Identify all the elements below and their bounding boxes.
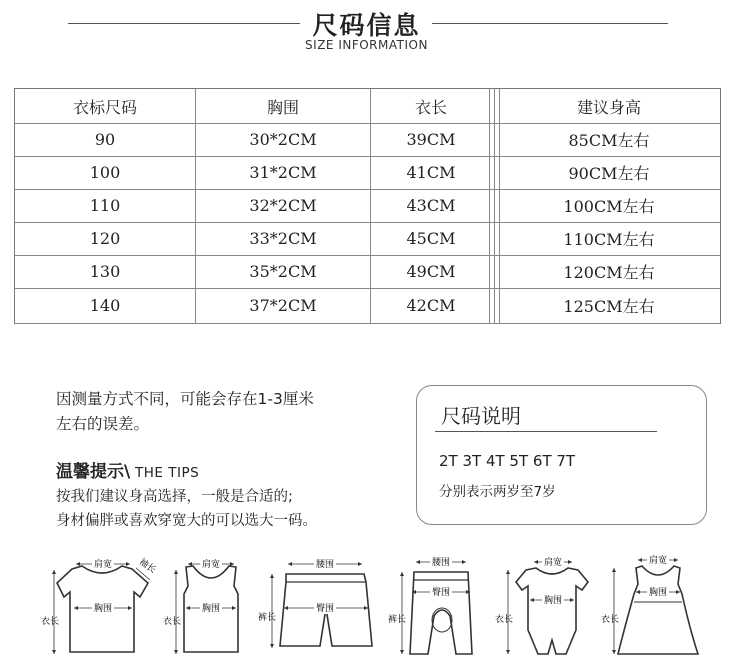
- column-divider: [489, 89, 490, 323]
- column-divider: [494, 89, 495, 323]
- size-table: [14, 88, 721, 324]
- romper-chest-label: 胸围: [543, 596, 563, 606]
- cell-length: 45CM: [406, 229, 456, 248]
- tips-heading-en: THE TIPS: [130, 465, 200, 481]
- tshirt-icon: [38, 550, 160, 658]
- note-line-1: 因测量方式不同，可能会存在1-3厘米: [56, 390, 314, 408]
- table-row: [15, 222, 720, 256]
- shorts-icon: [256, 550, 380, 658]
- pants-hip-label: 臀围: [431, 588, 451, 598]
- romper-figure: [494, 550, 604, 658]
- tips-heading: [56, 457, 199, 482]
- shorts-hip-label: 臀围: [315, 604, 335, 614]
- dress-icon: [600, 550, 708, 658]
- explanation-sizes: 2T 3T 4T 5T 6T 7T: [439, 452, 576, 470]
- tips-heading-cn: 温馨提示\: [56, 462, 131, 482]
- cell-length: 39CM: [406, 130, 456, 149]
- shorts-waist-label: 腰围: [315, 560, 335, 570]
- measurement-note: [56, 387, 314, 437]
- cell-size: 110: [89, 196, 121, 215]
- note-line-2: 左右的误差。: [56, 415, 150, 433]
- romper-length-label: 衣长: [494, 615, 514, 625]
- romper-icon: [494, 550, 604, 658]
- vest-chest-label: 胸围: [201, 604, 221, 614]
- cell-chest: 37*2CM: [249, 296, 317, 315]
- column-divider: [195, 89, 196, 323]
- cell-chest: 30*2CM: [249, 130, 317, 149]
- vest-figure: [160, 550, 246, 658]
- table-row: [15, 189, 720, 223]
- dress-length-label: 衣长: [600, 615, 620, 625]
- column-divider: [499, 89, 500, 323]
- pants-length-label: 裤长: [387, 615, 407, 625]
- cell-chest: 31*2CM: [249, 163, 317, 182]
- pants-figure: [384, 550, 484, 658]
- page-title: 尺码信息: [312, 11, 421, 40]
- cell-chest: 35*2CM: [249, 262, 317, 281]
- cell-size: 90: [94, 130, 116, 149]
- explanation-title: 尺码说明: [441, 404, 521, 428]
- table-row: [15, 156, 720, 190]
- cell-size: 130: [89, 262, 121, 281]
- shorts-figure: [256, 550, 380, 658]
- cell-height: 125CM左右: [563, 297, 655, 316]
- header-height: 建议身高: [576, 97, 641, 117]
- cell-size: 120: [89, 229, 121, 248]
- explanation-ages: 分别表示两岁至7岁: [439, 484, 556, 500]
- cell-height: 85CM左右: [568, 131, 650, 150]
- cell-chest: 33*2CM: [249, 229, 317, 248]
- table-row: [15, 123, 720, 157]
- cell-size: 140: [89, 296, 121, 315]
- cell-height: 110CM左右: [563, 230, 655, 249]
- cell-chest: 32*2CM: [249, 196, 317, 215]
- table-header-row: [15, 89, 720, 124]
- header-chest: 胸围: [266, 97, 299, 117]
- header-size: 衣标尺码: [72, 97, 137, 117]
- cell-length: 42CM: [406, 296, 456, 315]
- page-subtitle: SIZE INFORMATION: [305, 38, 428, 52]
- tips-body: [56, 485, 317, 533]
- cell-length: 43CM: [406, 196, 456, 215]
- tshirt-length-label: 衣长: [40, 617, 60, 627]
- cell-height: 100CM左右: [563, 197, 655, 216]
- tshirt-sleeve-label: 袖长: [136, 557, 158, 576]
- dress-chest-label: 胸围: [648, 588, 668, 598]
- shorts-length-label: 裤长: [257, 613, 277, 623]
- cell-height: 120CM左右: [563, 263, 655, 282]
- vest-icon: [160, 550, 246, 658]
- vest-shoulder-label: 肩宽: [201, 560, 221, 570]
- dress-shoulder-label: 肩宽: [648, 556, 668, 566]
- size-explanation-box: [416, 385, 707, 525]
- table-row: [15, 288, 720, 324]
- pants-icon: [384, 550, 484, 658]
- measurement-figures: [0, 550, 733, 658]
- cell-height: 90CM左右: [568, 164, 650, 183]
- cell-length: 49CM: [406, 262, 456, 281]
- explanation-rule: [435, 431, 657, 432]
- tips-line-2: 身材偏胖或喜欢穿宽大的可以选大一码。: [56, 513, 317, 529]
- header-length: 衣长: [414, 97, 447, 117]
- cell-size: 100: [89, 163, 121, 182]
- tips-line-1: 按我们建议身高选择，一般是合适的;: [56, 489, 293, 505]
- romper-shoulder-label: 肩宽: [543, 558, 563, 568]
- tshirt-shoulder-label: 肩宽: [93, 560, 113, 570]
- cell-length: 41CM: [406, 163, 456, 182]
- title-block: [0, 0, 733, 60]
- column-divider: [370, 89, 371, 323]
- table-row: [15, 255, 720, 289]
- tshirt-chest-label: 胸围: [93, 604, 113, 614]
- pants-waist-label: 腰围: [431, 558, 451, 568]
- tshirt-figure: [38, 550, 160, 658]
- vest-length-label: 衣长: [162, 617, 182, 627]
- dress-figure: [600, 550, 708, 658]
